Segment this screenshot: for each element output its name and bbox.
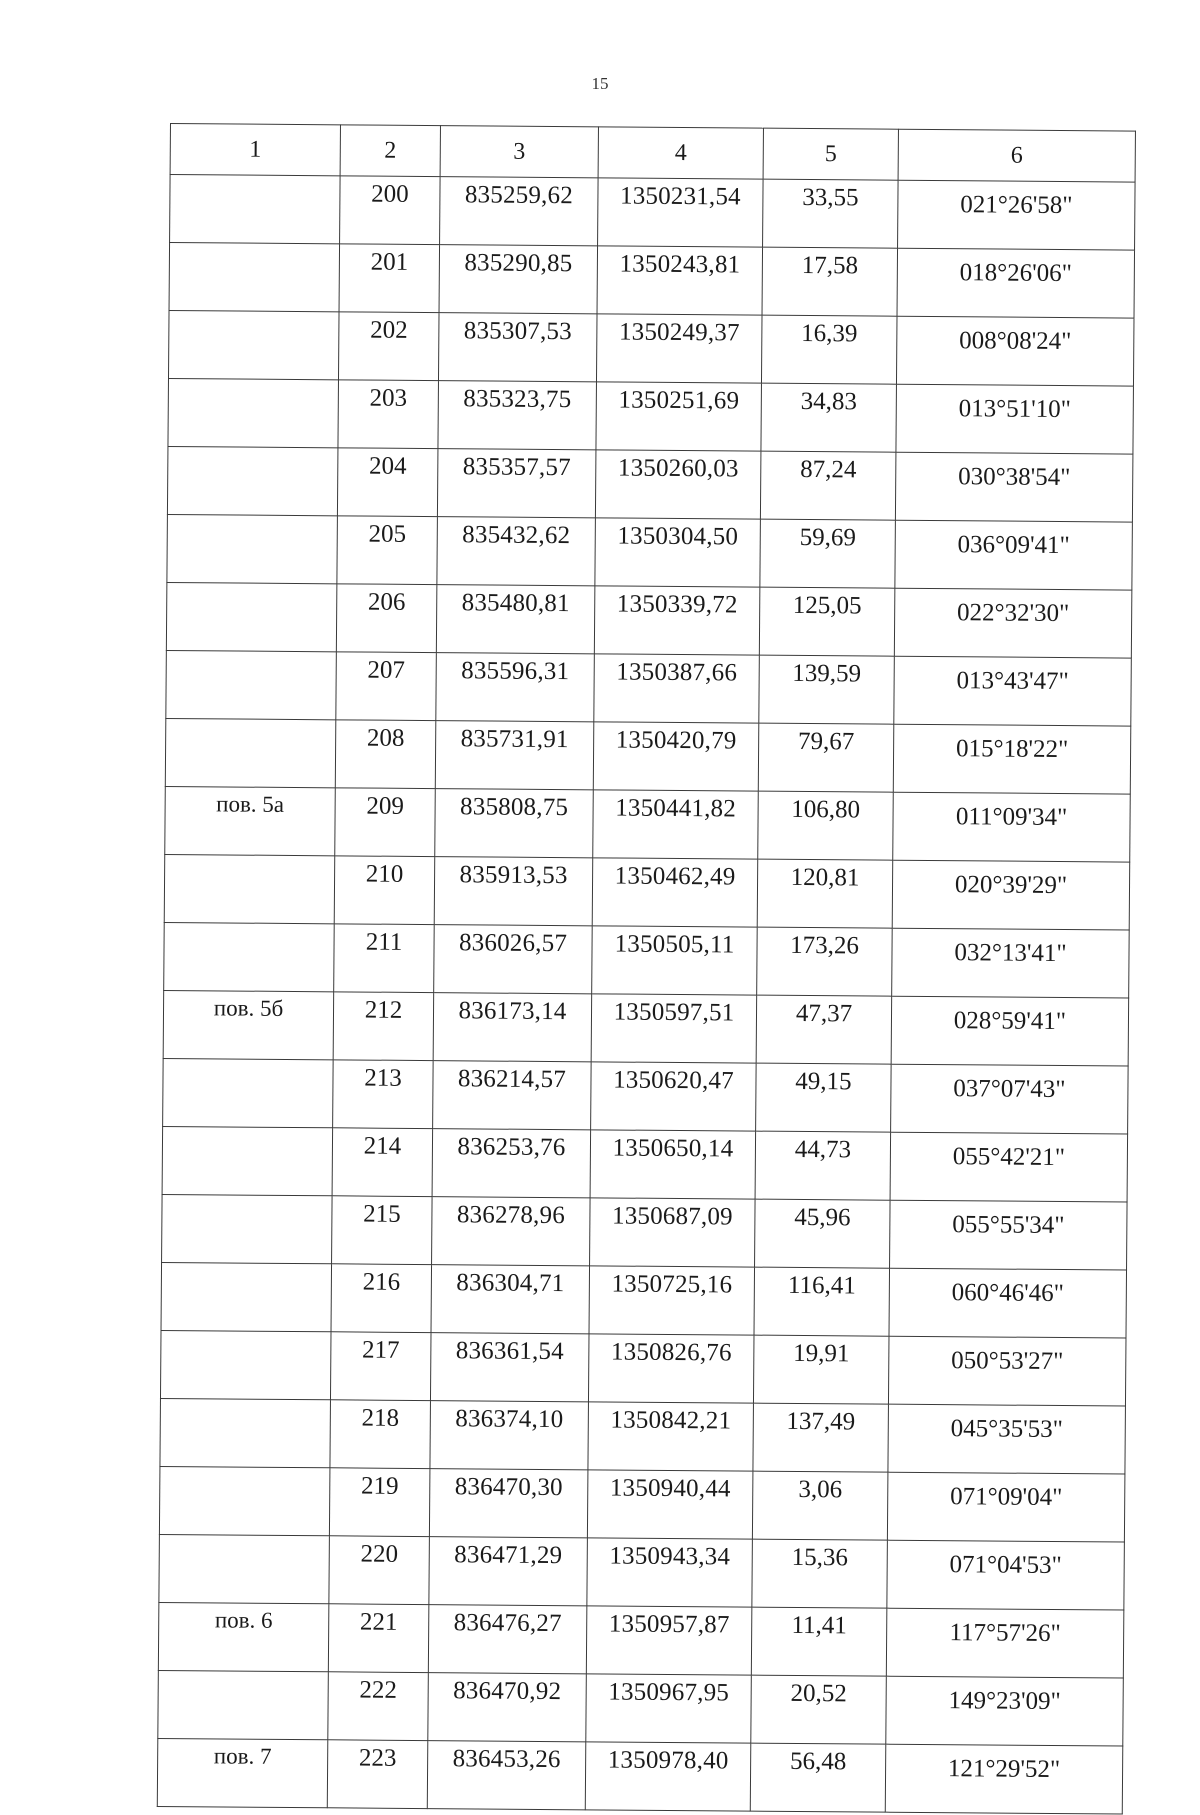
turn-label-cell bbox=[166, 582, 337, 651]
x-coordinate-cell: 836214,57 bbox=[433, 1061, 592, 1130]
distance-cell: 106,80 bbox=[758, 791, 894, 860]
x-coordinate-cell: 836470,92 bbox=[428, 1673, 587, 1742]
coordinates-table-container bbox=[157, 123, 1135, 1815]
x-coordinate-cell: 835480,81 bbox=[436, 585, 595, 654]
point-number-cell: 213 bbox=[333, 1060, 434, 1129]
table-row bbox=[165, 718, 1131, 794]
distance-cell: 47,37 bbox=[756, 995, 892, 1064]
x-coordinate-cell: 835432,62 bbox=[437, 517, 596, 586]
y-coordinate-cell: 1350650,14 bbox=[590, 1130, 756, 1199]
point-number-cell: 212 bbox=[333, 992, 434, 1061]
y-coordinate-cell: 1350978,40 bbox=[585, 1742, 751, 1811]
distance-cell: 59,69 bbox=[760, 519, 896, 588]
y-coordinate-cell: 1350243,81 bbox=[597, 246, 763, 315]
bearing-cell: 030°38'54" bbox=[895, 452, 1133, 522]
table-row bbox=[157, 1738, 1123, 1814]
point-number-cell: 207 bbox=[336, 652, 437, 721]
y-coordinate-cell: 1350249,37 bbox=[596, 314, 762, 383]
header-row bbox=[170, 124, 1135, 183]
table-row bbox=[164, 922, 1130, 998]
x-coordinate-cell: 835259,62 bbox=[440, 177, 599, 246]
table-row bbox=[160, 1398, 1126, 1474]
point-number-cell: 202 bbox=[338, 312, 439, 381]
point-number-cell: 220 bbox=[329, 1536, 430, 1605]
distance-cell: 3,06 bbox=[752, 1471, 888, 1540]
turn-label-cell bbox=[158, 1670, 329, 1739]
x-coordinate-cell: 836470,30 bbox=[429, 1469, 588, 1538]
x-coordinate-cell: 835913,53 bbox=[434, 857, 593, 926]
y-coordinate-cell: 1350304,50 bbox=[595, 518, 761, 587]
distance-cell: 11,41 bbox=[751, 1607, 887, 1676]
table-row bbox=[164, 854, 1130, 930]
bearing-cell: 045°35'53" bbox=[888, 1404, 1126, 1474]
turn-label-cell bbox=[160, 1330, 331, 1399]
x-coordinate-cell: 835323,75 bbox=[438, 381, 597, 450]
point-number-cell: 218 bbox=[330, 1400, 431, 1469]
y-coordinate-cell: 1350940,44 bbox=[587, 1470, 753, 1539]
turn-label-cell bbox=[160, 1398, 331, 1467]
x-coordinate-cell: 835808,75 bbox=[435, 789, 594, 858]
y-coordinate-cell: 1350597,51 bbox=[591, 994, 757, 1063]
distance-cell: 120,81 bbox=[757, 859, 893, 928]
bearing-cell: 071°04'53" bbox=[887, 1540, 1125, 1610]
x-coordinate-cell: 836374,10 bbox=[430, 1401, 589, 1470]
turn-label-cell bbox=[166, 650, 337, 719]
table-row bbox=[159, 1534, 1125, 1610]
table-row bbox=[160, 1330, 1126, 1406]
point-number-cell: 206 bbox=[336, 584, 437, 653]
turn-label-cell bbox=[167, 514, 338, 583]
turn-label-cell: пов. 5б bbox=[163, 990, 334, 1059]
table-row bbox=[162, 1126, 1128, 1202]
table-row bbox=[167, 514, 1133, 590]
bearing-cell: 037°07'43" bbox=[891, 1064, 1129, 1134]
table-row bbox=[158, 1602, 1124, 1678]
point-number-cell: 209 bbox=[335, 788, 436, 857]
bearing-cell: 060°46'46" bbox=[889, 1268, 1127, 1338]
y-coordinate-cell: 1350387,66 bbox=[594, 654, 760, 723]
x-coordinate-cell: 835357,57 bbox=[437, 449, 596, 518]
x-coordinate-cell: 836361,54 bbox=[430, 1333, 589, 1402]
y-coordinate-cell: 1350231,54 bbox=[598, 178, 764, 247]
bearing-cell: 018°26'06" bbox=[897, 248, 1135, 318]
x-coordinate-cell: 835307,53 bbox=[438, 313, 597, 382]
distance-cell: 16,39 bbox=[761, 315, 897, 384]
table-row bbox=[167, 446, 1133, 522]
distance-cell: 20,52 bbox=[751, 1675, 887, 1744]
y-coordinate-cell: 1350957,87 bbox=[586, 1606, 752, 1675]
table-row bbox=[163, 990, 1129, 1066]
distance-cell: 79,67 bbox=[758, 723, 894, 792]
x-coordinate-cell: 836253,76 bbox=[432, 1129, 591, 1198]
distance-cell: 125,05 bbox=[759, 587, 895, 656]
turn-label-cell bbox=[164, 922, 335, 991]
coordinates-table bbox=[157, 123, 1136, 1815]
bearing-cell: 021°26'58" bbox=[898, 180, 1136, 250]
bearing-cell: 013°43'47" bbox=[894, 656, 1132, 726]
turn-label-cell bbox=[170, 175, 341, 244]
point-number-cell: 215 bbox=[332, 1196, 433, 1265]
distance-cell: 116,41 bbox=[754, 1267, 890, 1336]
table-row bbox=[158, 1670, 1124, 1746]
distance-cell: 56,48 bbox=[750, 1743, 886, 1812]
point-number-cell: 214 bbox=[332, 1128, 433, 1197]
point-number-cell: 203 bbox=[338, 380, 439, 449]
bearing-cell: 055°42'21" bbox=[890, 1132, 1128, 1202]
point-number-cell: 204 bbox=[337, 448, 438, 517]
point-number-cell: 216 bbox=[331, 1264, 432, 1333]
bearing-cell: 149°23'09" bbox=[886, 1676, 1124, 1746]
table-row bbox=[162, 1194, 1128, 1270]
bearing-cell: 071°09'04" bbox=[887, 1472, 1125, 1542]
turn-label-cell: пов. 6 bbox=[158, 1602, 329, 1671]
header-col-4: 4 bbox=[598, 127, 763, 179]
y-coordinate-cell: 1350967,95 bbox=[586, 1674, 752, 1743]
turn-label-cell: пов. 5а bbox=[165, 786, 336, 855]
x-coordinate-cell: 836476,27 bbox=[428, 1605, 587, 1674]
y-coordinate-cell: 1350826,76 bbox=[588, 1334, 754, 1403]
point-number-cell: 219 bbox=[329, 1468, 430, 1537]
table-body bbox=[157, 175, 1135, 1815]
header-col-6: 6 bbox=[898, 129, 1135, 182]
distance-cell: 137,49 bbox=[753, 1403, 889, 1472]
header-col-2: 2 bbox=[340, 125, 440, 177]
bearing-cell: 121°29'52" bbox=[885, 1744, 1123, 1814]
turn-label-cell bbox=[169, 243, 340, 312]
bearing-cell: 032°13'41" bbox=[892, 928, 1130, 998]
bearing-cell: 036°09'41" bbox=[895, 520, 1133, 590]
point-number-cell: 211 bbox=[334, 924, 435, 993]
bearing-cell: 022°32'30" bbox=[894, 588, 1132, 658]
distance-cell: 49,15 bbox=[756, 1063, 892, 1132]
table-row bbox=[161, 1262, 1127, 1338]
page-number: 15 bbox=[591, 74, 609, 93]
turn-label-cell bbox=[164, 854, 335, 923]
table-row bbox=[163, 1058, 1129, 1134]
y-coordinate-cell: 1350420,79 bbox=[593, 722, 759, 791]
distance-cell: 19,91 bbox=[753, 1335, 889, 1404]
header-col-1: 1 bbox=[170, 124, 340, 176]
turn-label-cell bbox=[159, 1534, 330, 1603]
distance-cell: 87,24 bbox=[760, 451, 896, 520]
y-coordinate-cell: 1350505,11 bbox=[592, 926, 758, 995]
table-row bbox=[168, 378, 1134, 454]
distance-cell: 44,73 bbox=[755, 1131, 891, 1200]
bearing-cell: 050°53'27" bbox=[888, 1336, 1126, 1406]
bearing-cell: 028°59'41" bbox=[891, 996, 1129, 1066]
x-coordinate-cell: 836278,96 bbox=[432, 1197, 591, 1266]
distance-cell: 173,26 bbox=[757, 927, 893, 996]
point-number-cell: 210 bbox=[334, 856, 435, 925]
distance-cell: 15,36 bbox=[752, 1539, 888, 1608]
table-row bbox=[168, 310, 1134, 386]
x-coordinate-cell: 836304,71 bbox=[431, 1265, 590, 1334]
y-coordinate-cell: 1350842,21 bbox=[588, 1402, 754, 1471]
turn-label-cell bbox=[162, 1194, 333, 1263]
bearing-cell: 015°18'22" bbox=[893, 724, 1131, 794]
bearing-cell: 013°51'10" bbox=[896, 384, 1134, 454]
point-number-cell: 200 bbox=[340, 176, 441, 245]
table-row bbox=[165, 786, 1131, 862]
point-number-cell: 222 bbox=[328, 1672, 429, 1741]
turn-label-cell bbox=[168, 310, 339, 379]
header-col-3: 3 bbox=[440, 126, 598, 178]
table-row bbox=[159, 1466, 1125, 1542]
distance-cell: 34,83 bbox=[761, 383, 897, 452]
turn-label-cell: пов. 7 bbox=[157, 1738, 328, 1807]
y-coordinate-cell: 1350339,72 bbox=[594, 586, 760, 655]
y-coordinate-cell: 1350620,47 bbox=[591, 1062, 757, 1131]
point-number-cell: 221 bbox=[328, 1604, 429, 1673]
x-coordinate-cell: 836471,29 bbox=[429, 1537, 588, 1606]
turn-label-cell bbox=[163, 1058, 334, 1127]
point-number-cell: 208 bbox=[335, 720, 436, 789]
y-coordinate-cell: 1350725,16 bbox=[589, 1266, 755, 1335]
point-number-cell: 205 bbox=[337, 516, 438, 585]
y-coordinate-cell: 1350462,49 bbox=[592, 858, 758, 927]
turn-label-cell bbox=[162, 1126, 333, 1195]
bearing-cell: 020°39'29" bbox=[892, 860, 1130, 930]
y-coordinate-cell: 1350260,03 bbox=[595, 450, 761, 519]
bearing-cell: 055°55'34" bbox=[890, 1200, 1128, 1270]
y-coordinate-cell: 1350251,69 bbox=[596, 382, 762, 451]
point-number-cell: 201 bbox=[339, 244, 440, 313]
y-coordinate-cell: 1350943,34 bbox=[587, 1538, 753, 1607]
y-coordinate-cell: 1350687,09 bbox=[590, 1198, 756, 1267]
turn-label-cell bbox=[161, 1262, 332, 1331]
table-row bbox=[166, 650, 1132, 726]
distance-cell: 17,58 bbox=[762, 247, 898, 316]
point-number-cell: 217 bbox=[330, 1332, 431, 1401]
x-coordinate-cell: 836026,57 bbox=[434, 925, 593, 994]
x-coordinate-cell: 835290,85 bbox=[439, 245, 598, 314]
x-coordinate-cell: 835596,31 bbox=[436, 653, 595, 722]
turn-label-cell bbox=[167, 446, 338, 515]
distance-cell: 33,55 bbox=[763, 179, 899, 248]
table-row bbox=[170, 175, 1136, 251]
bearing-cell: 011°09'34" bbox=[893, 792, 1131, 862]
turn-label-cell bbox=[165, 718, 336, 787]
table-row bbox=[166, 582, 1132, 658]
table-row bbox=[169, 243, 1135, 319]
point-number-cell: 223 bbox=[327, 1740, 428, 1809]
distance-cell: 139,59 bbox=[759, 655, 895, 724]
turn-label-cell bbox=[168, 378, 339, 447]
header-col-5: 5 bbox=[763, 128, 898, 180]
x-coordinate-cell: 836173,14 bbox=[433, 993, 592, 1062]
x-coordinate-cell: 835731,91 bbox=[435, 721, 594, 790]
y-coordinate-cell: 1350441,82 bbox=[593, 790, 759, 859]
x-coordinate-cell: 836453,26 bbox=[427, 1741, 586, 1810]
bearing-cell: 117°57'26" bbox=[886, 1608, 1124, 1678]
turn-label-cell bbox=[159, 1466, 330, 1535]
bearing-cell: 008°08'24" bbox=[896, 316, 1134, 386]
distance-cell: 45,96 bbox=[755, 1199, 891, 1268]
